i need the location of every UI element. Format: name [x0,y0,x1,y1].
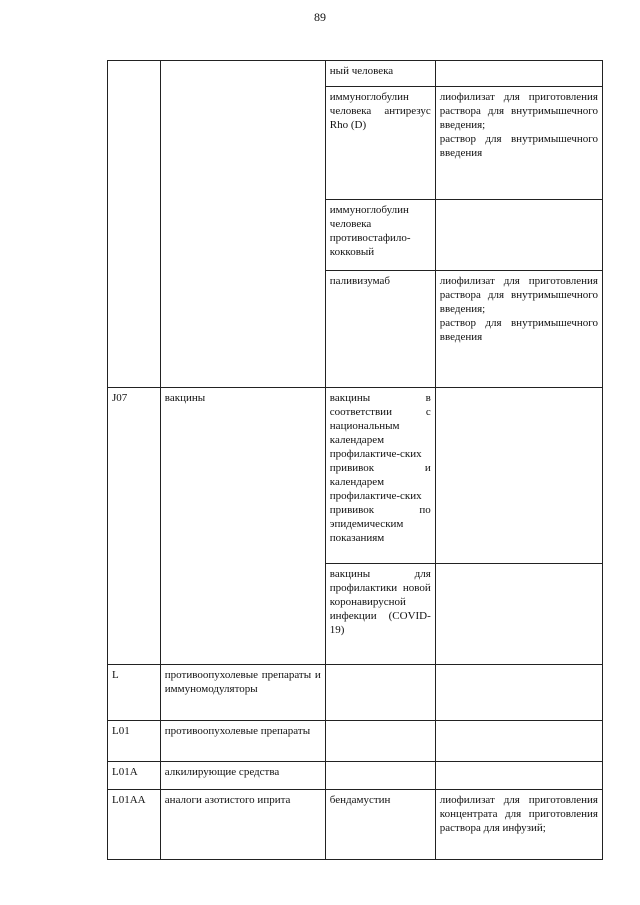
anatomical-group-cell: алкилирующие средства [160,762,325,790]
table-row [108,665,603,721]
anatomical-group-cell: аналоги азотистого иприта [160,790,325,860]
dosage-form-cell [435,564,602,665]
dosage-form-cell [435,61,602,87]
atc-code-cell: L [108,665,161,721]
dosage-form-cell [435,721,602,762]
drug-name-cell: иммуноглобулин человека антирезус Rho (D) [325,87,435,200]
page-number: 89 [314,10,326,24]
dosage-form-cell [435,762,602,790]
table-row [108,790,603,860]
atc-code-cell: L01A [108,762,161,790]
anatomical-group-cell: противоопухолевые препараты [160,721,325,762]
atc-code-cell: L01AA [108,790,161,860]
atc-code-cell: L01 [108,721,161,762]
dosage-form-text: раствор для внутримышечного введения [439,317,598,343]
table-row [108,721,603,762]
dosage-form-text: лиофилизат для приготовления концентрата для приготовления раствора для инфузий; [439,794,598,834]
drug-table [107,60,603,860]
anatomical-group-cell [160,61,325,388]
drug-name-cell: вакцины в соответствии с национальным календарем профилактиче-ских прививок и календарем профилактиче-ских прививок по эпидемическим показаниям [325,388,435,564]
drug-name-cell: иммуноглобулин человека противостафило-кокковый [325,200,435,271]
anatomical-group-cell: вакцины [160,388,325,665]
dosage-form-cell [435,200,602,271]
table-row [108,61,603,87]
dosage-form-cell [435,87,602,200]
dosage-form-text: лиофилизат для приготовления раствора для внутримышечного введения; [439,91,598,131]
drug-name-cell [325,665,435,721]
table-row [108,762,603,790]
drug-name-cell: бендамустин [325,790,435,860]
dosage-form-text: лиофилизат для приготовления раствора для внутримышечного введения; [439,275,598,315]
table-row [108,388,603,564]
dosage-form-text: раствор для внутримышечного введения [439,133,598,159]
drug-name-cell [325,762,435,790]
drug-name-cell [325,721,435,762]
atc-code-cell: J07 [108,388,161,665]
dosage-form-cell [435,271,602,388]
drug-name-cell: ный человека [325,61,435,87]
anatomical-group-cell: противоопухолевые препараты и иммуномодуляторы [160,665,325,721]
dosage-form-cell [435,388,602,564]
drug-name-cell: паливизумаб [325,271,435,388]
atc-code-cell [108,61,161,388]
drug-name-cell: вакцины для профилактики новой коронавирусной инфекции (COVID-19) [325,564,435,665]
dosage-form-cell [435,665,602,721]
dosage-form-cell [435,790,602,860]
